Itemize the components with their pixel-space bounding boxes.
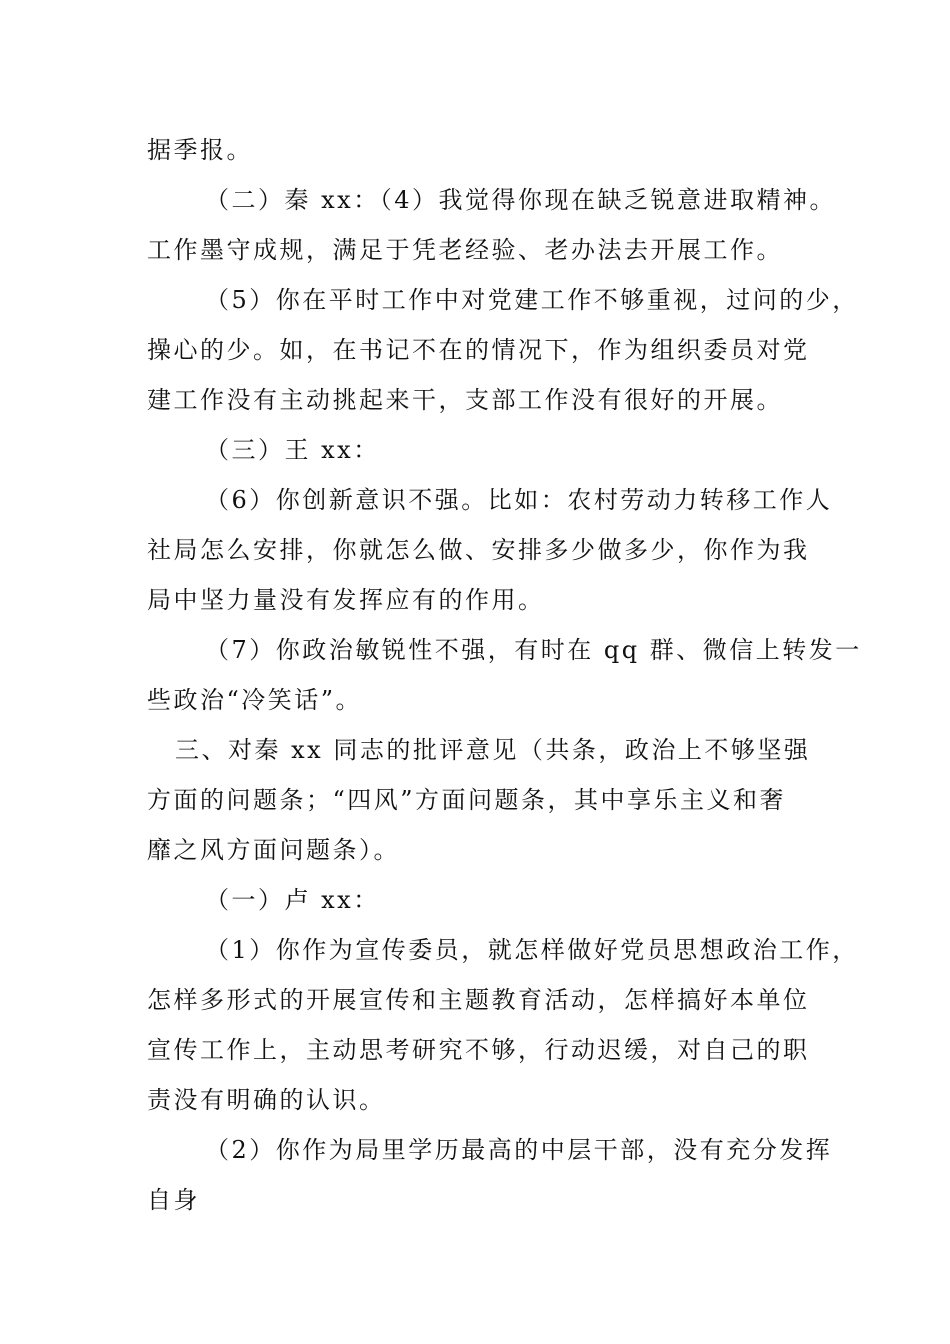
section-heading: 三、对秦 xx 同志的批评意见（共条，政治上不够坚强 xyxy=(175,736,811,764)
section-heading: （一）卢 xx： xyxy=(205,886,380,914)
text-line: 怎样多形式的开展宣传和主题教育活动，怎样搞好本单位 xyxy=(147,986,810,1014)
text-line: 操心的少。如，在书记不在的情况下，作为组织委员对党 xyxy=(147,336,810,364)
text-line: 社局怎么安排，你就怎么做、安排多少做多少，你作为我 xyxy=(147,536,810,564)
text-line: 方面的问题条；“四风”方面问题条，其中享乐主义和奢 xyxy=(147,786,787,814)
text-line: 靡之风方面问题条）。 xyxy=(147,836,400,864)
text-line: 据季报。 xyxy=(147,136,253,164)
text-line: （1）你作为宣传委员，就怎样做好党员思想政治工作， xyxy=(205,936,859,964)
text-line: （7）你政治敏锐性不强，有时在 qq 群、微信上转发一 xyxy=(205,636,862,664)
text-line: 些政治“冷笑话”。 xyxy=(147,686,363,714)
text-line: 工作墨守成规，满足于凭老经验、老办法去开展工作。 xyxy=(147,236,783,264)
text-line: （5）你在平时工作中对党建工作不够重视，过问的少， xyxy=(205,286,859,314)
text-line: 自身 xyxy=(147,1186,200,1214)
text-line: 建工作没有主动挑起来干，支部工作没有很好的开展。 xyxy=(147,386,783,414)
section-heading: （二）秦 xx：（4）我觉得你现在缺乏锐意进取精神。 xyxy=(205,186,836,214)
text-line: 责没有明确的认识。 xyxy=(147,1086,386,1114)
text-line: 局中坚力量没有发挥应有的作用。 xyxy=(147,586,545,614)
section-heading: （三）王 xx： xyxy=(205,436,380,464)
text-line: 宣传工作上，主动思考研究不够，行动迟缓，对自己的职 xyxy=(147,1036,810,1064)
text-line: （2）你作为局里学历最高的中层干部，没有充分发挥 xyxy=(205,1136,833,1164)
text-line: （6）你创新意识不强。比如：农村劳动力转移工作人 xyxy=(205,486,833,514)
